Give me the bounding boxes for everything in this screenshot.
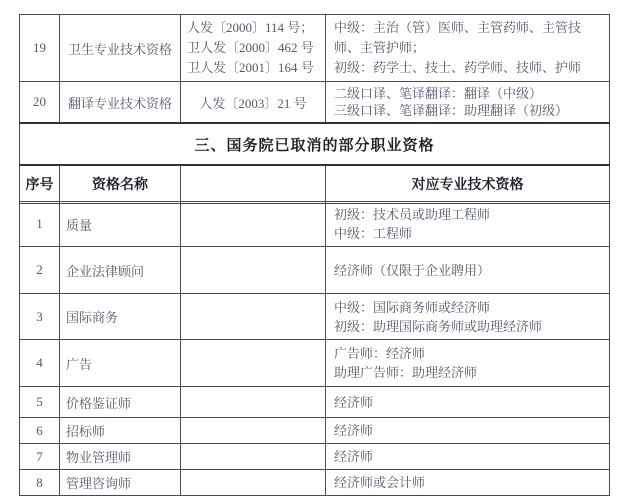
document-number-cell	[181, 202, 326, 247]
qualification-table-upper	[19, 14, 610, 204]
corresponding-title-cell	[326, 202, 610, 247]
table-row	[20, 247, 610, 294]
document-number-cell	[181, 418, 326, 444]
document-number-line: 卫人发〔2000〕462 号	[187, 40, 314, 55]
corresponding-title-cell	[326, 444, 610, 470]
corresponding-title-line: 广告师：经济师	[334, 346, 426, 361]
row-number-cell: 6	[20, 418, 60, 444]
corresponding-title-line: 助理广告师：助理经济师	[334, 365, 478, 380]
column-header-mapping: 对应专业技术资格	[326, 165, 610, 203]
document-number-cell	[181, 470, 326, 496]
document-number-line: 卫人发〔2001〕164 号	[187, 60, 314, 75]
row-number-cell: 19	[20, 15, 60, 82]
document-number-cell	[181, 15, 326, 82]
qualification-name-cell: 招标师	[60, 418, 181, 444]
document-number-cell	[181, 247, 326, 294]
table-row	[20, 470, 610, 496]
corresponding-title-cell	[326, 82, 610, 124]
corresponding-title-cell	[326, 470, 610, 496]
row-number-cell: 2	[20, 247, 60, 294]
corresponding-title-line: 初级：药学士、技士、药学师、技师、护师	[334, 60, 582, 75]
column-header-row	[20, 165, 610, 203]
corresponding-title-line: 经济师	[334, 394, 374, 410]
qualification-name-cell: 广告	[60, 340, 181, 387]
row-number-cell: 1	[20, 202, 60, 247]
column-header-name: 资格名称	[60, 165, 181, 203]
corresponding-title-line: 经济师或会计师	[334, 475, 426, 490]
corresponding-title-line: 中级：工程师	[334, 226, 413, 241]
table-row	[20, 444, 610, 470]
corresponding-title-line: 初级：技术员或助理工程师	[334, 207, 491, 222]
document-number-cell	[181, 294, 326, 340]
document-number-cell	[181, 387, 326, 418]
column-header-doc	[181, 165, 326, 203]
corresponding-title-line: 经济师（仅限于企业聘用）	[334, 262, 491, 278]
table-row	[20, 294, 610, 340]
corresponding-title-cell	[326, 15, 610, 82]
document-number-line: 人发〔2000〕114 号；	[187, 20, 314, 35]
row-number-cell: 8	[20, 470, 60, 496]
corresponding-title-cell	[326, 387, 610, 418]
section-title: 三、国务院已取消的部分职业资格	[20, 123, 610, 165]
table-row	[20, 202, 610, 247]
qualification-name-cell: 翻译专业技术资格	[60, 82, 181, 124]
qualification-name-cell: 质量	[60, 202, 181, 247]
table-row	[20, 387, 610, 418]
row-number-cell: 3	[20, 294, 60, 340]
qualification-name-cell: 价格鉴证师	[60, 387, 181, 418]
document-number-cell	[181, 444, 326, 470]
corresponding-title-line: 中级：国际商务师或经济师	[334, 299, 491, 315]
corresponding-title-line: 经济师	[334, 423, 374, 438]
column-header-no: 序号	[20, 165, 60, 203]
table-row	[20, 418, 610, 444]
corresponding-title-cell	[326, 294, 610, 340]
table-row	[20, 340, 610, 387]
row-number-cell: 5	[20, 387, 60, 418]
qualification-name-cell: 物业管理师	[60, 444, 181, 470]
qualification-name-cell: 卫生专业技术资格	[60, 15, 181, 82]
corresponding-title-cell	[326, 247, 610, 294]
qualification-name-cell: 管理咨询师	[60, 470, 181, 496]
table-row	[20, 82, 610, 124]
corresponding-title-line: 二级口译、笔译翻译：翻译（中级）	[334, 86, 543, 101]
document-number-cell	[181, 340, 326, 387]
row-number-cell: 4	[20, 340, 60, 387]
corresponding-title-line: 经济师	[334, 449, 374, 464]
corresponding-title-line: 初级：助理国际商务师或助理经济师	[334, 318, 543, 334]
row-number-cell: 7	[20, 444, 60, 470]
qualification-name-cell: 国际商务	[60, 294, 181, 340]
corresponding-title-cell	[326, 340, 610, 387]
qualification-name-cell: 企业法律顾问	[60, 247, 181, 294]
corresponding-title-cell	[326, 418, 610, 444]
qualification-table-lower	[19, 201, 610, 496]
corresponding-title-line: 三级口译、笔译翻译：助理翻译（初级）	[334, 103, 569, 118]
corresponding-title-line: 中级：主治（管）医师、主管药师、主管技师、主管护师；	[334, 20, 582, 55]
table-row	[20, 15, 610, 82]
section-title-row	[20, 123, 610, 165]
document-number-cell: 人发〔2003〕21 号	[181, 82, 326, 124]
row-number-cell: 20	[20, 82, 60, 124]
